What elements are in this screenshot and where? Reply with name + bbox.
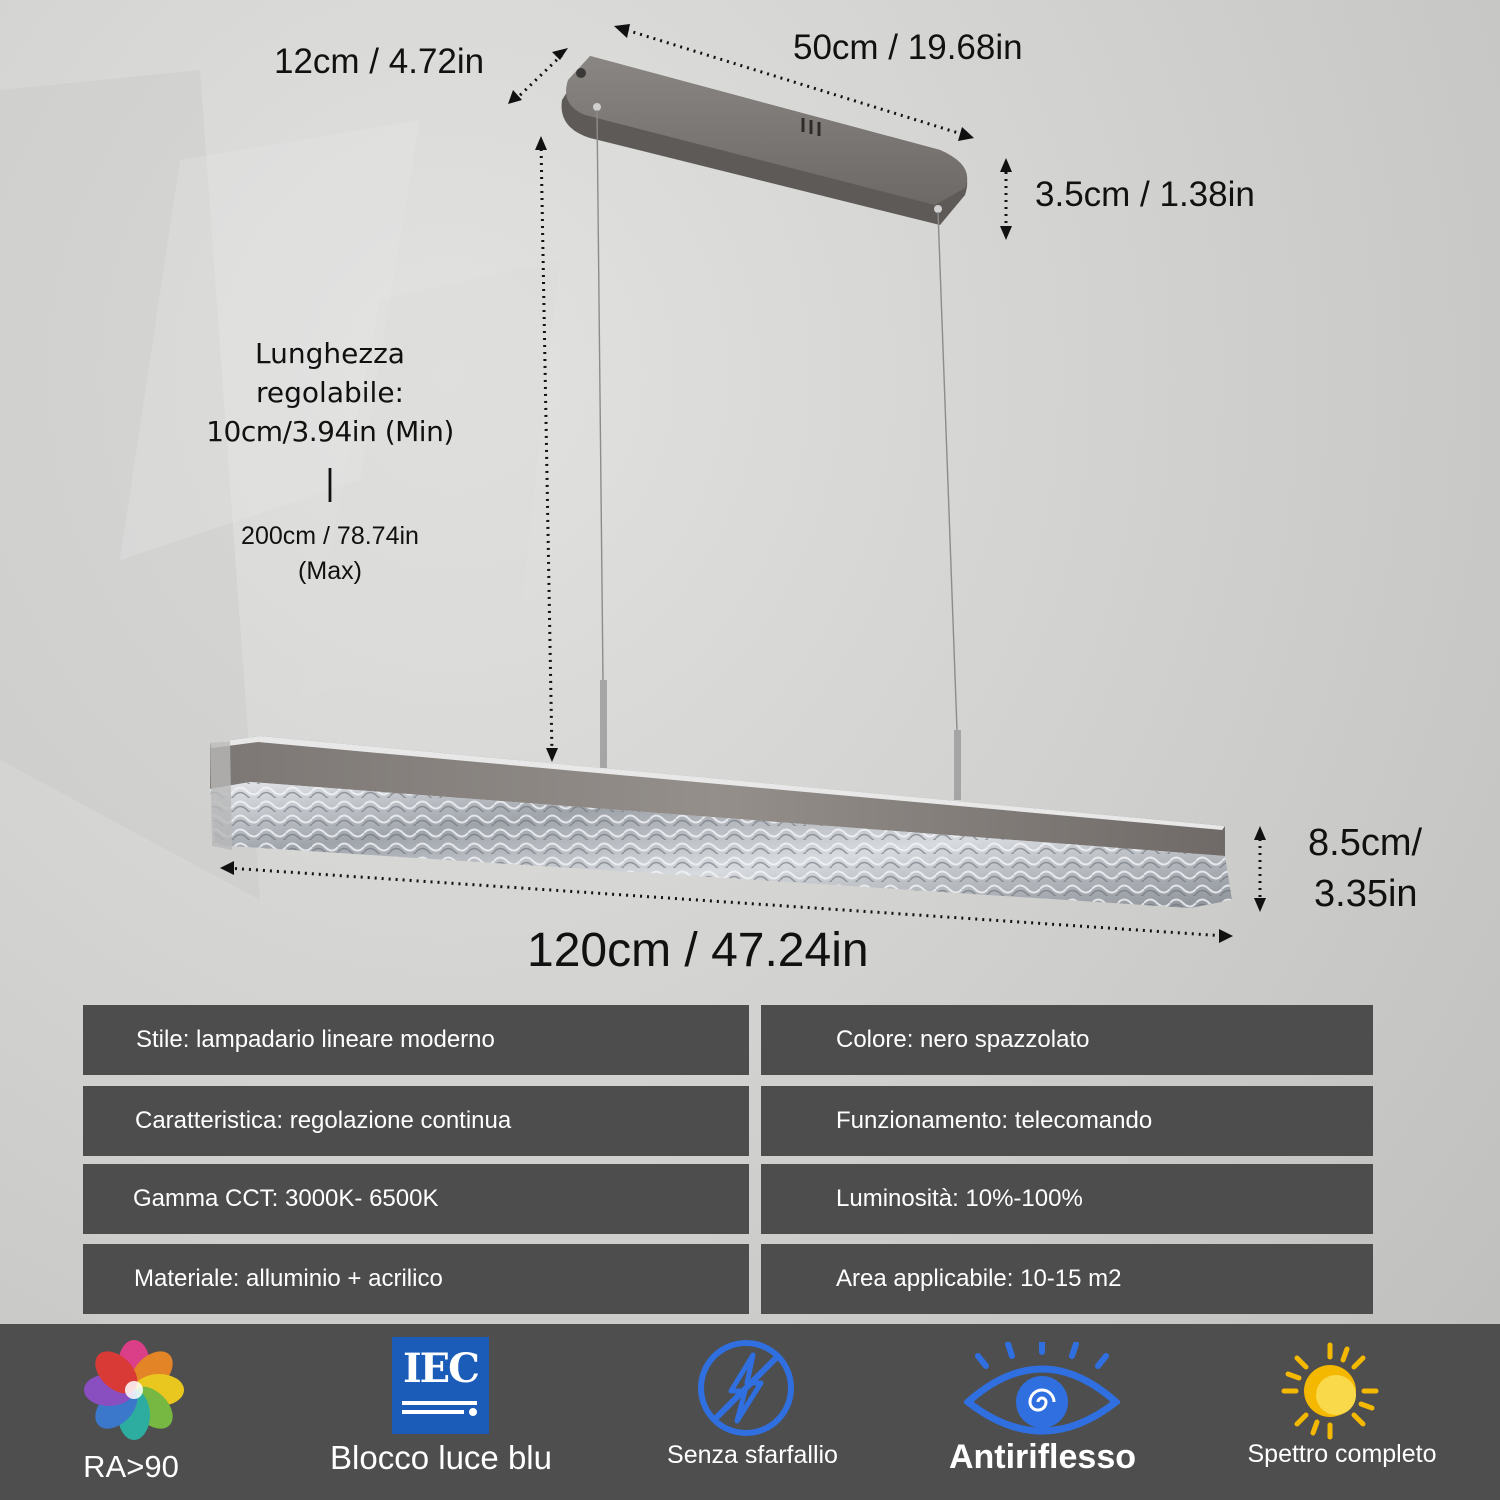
width-label: 50cm / 19.68in [793, 28, 1023, 67]
spec-operation [761, 1086, 1373, 1156]
spec-area [761, 1244, 1373, 1314]
feature-label-flicker: Senza sfarfallio [667, 1441, 838, 1469]
length-title-line1: Lunghezza [255, 337, 405, 370]
spec-style [83, 1005, 749, 1075]
spec-cct [83, 1164, 749, 1234]
spec-feature [83, 1086, 749, 1156]
color-petals-icon [79, 1335, 189, 1445]
feature-label-spectrum: Spettro completo [1247, 1440, 1437, 1468]
spec-feature-text: Caratteristica: regolazione continua [135, 1107, 512, 1134]
length-min: 10cm/3.94in (Min) [206, 415, 454, 448]
adjustable-length-block [185, 334, 475, 588]
spec-material-text: Materiale: alluminio + acrilico [134, 1265, 443, 1292]
iec-logo-text: IEC [402, 1345, 479, 1392]
spec-color-text: Colore: nero spazzolato [836, 1026, 1090, 1053]
spec-material [83, 1244, 749, 1314]
feature-label-ra: RA>90 [83, 1449, 179, 1484]
spec-style-text: Stile: lampadario lineare moderno [136, 1026, 495, 1053]
spec-color [761, 1005, 1373, 1075]
spec-brightness [761, 1164, 1373, 1234]
sun-icon [1280, 1341, 1380, 1441]
length-separator: | [324, 463, 336, 503]
feature-label-blue-light: Blocco luce blu [330, 1439, 552, 1476]
canopy-height-label: 3.5cm / 1.38in [1035, 175, 1255, 214]
length-max-note: (Max) [298, 557, 362, 585]
spec-operation-text: Funzionamento: telecomando [836, 1107, 1153, 1134]
spec-cct-text: Gamma CCT: 3000K- 6500K [133, 1185, 439, 1212]
bar-height-label-line2: 3.35in [1314, 873, 1418, 915]
cable-right [938, 212, 957, 730]
depth-label: 12cm / 4.72in [274, 42, 485, 81]
eye-icon [964, 1342, 1120, 1442]
feature-label-antiglare: Antiriflesso [948, 1438, 1137, 1476]
length-max: 200cm / 78.74in [241, 522, 419, 550]
no-flicker-icon [695, 1337, 797, 1439]
length-title-line2: regolabile: [256, 376, 404, 409]
feature-bar [0, 1324, 1500, 1500]
spec-area-text: Area applicabile: 10-15 m2 [836, 1265, 1122, 1292]
bar-length-label: 120cm / 47.24in [527, 924, 869, 977]
spec-brightness-text: Luminosità: 10%-100% [836, 1185, 1083, 1212]
bar-height-label-line1: 8.5cm/ [1308, 822, 1423, 864]
iec-logo-icon [392, 1337, 489, 1434]
cable-left [597, 110, 603, 680]
